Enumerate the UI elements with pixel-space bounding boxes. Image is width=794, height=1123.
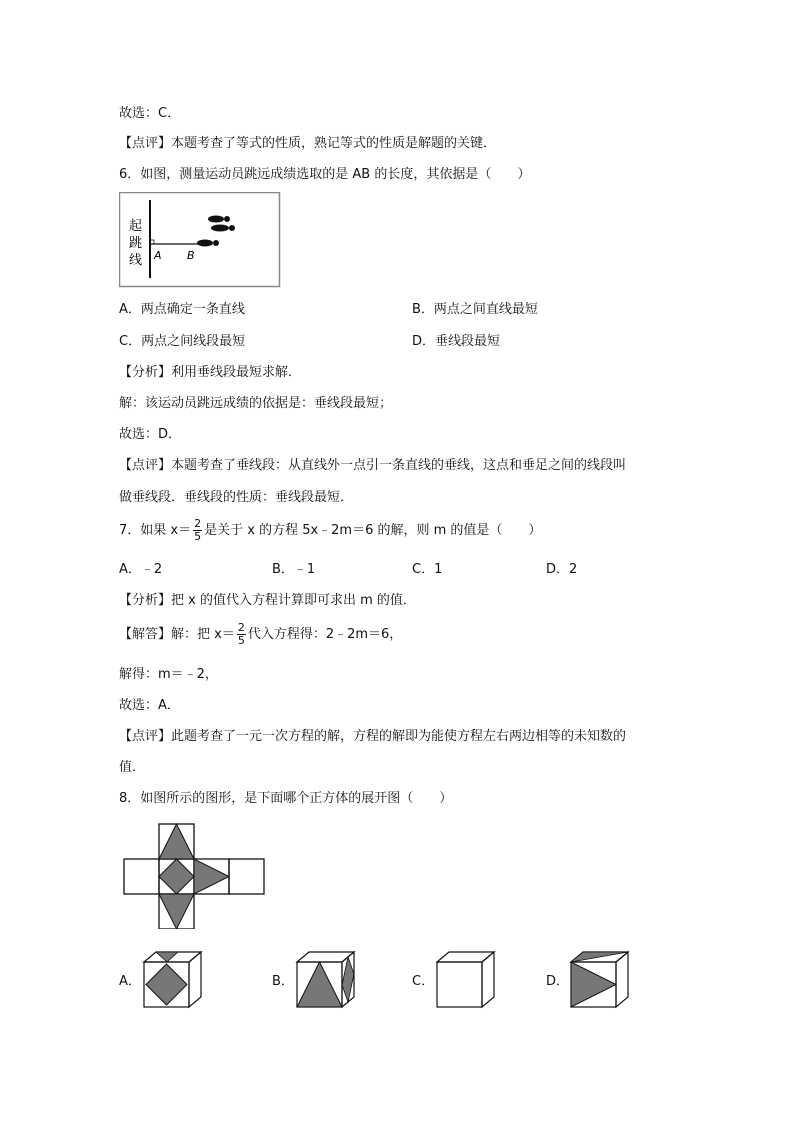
q7-option-a: A．﹣2 xyxy=(119,562,163,577)
answer-line: 故选：C． xyxy=(119,106,181,121)
comment-line: 【点评】本题考查了等式的性质，熟记等式的性质是解题的关键． xyxy=(119,136,497,151)
q8-option-b-label: B． xyxy=(272,974,294,989)
answer-suffix: 代入方程得：2﹣2m＝6， xyxy=(247,627,403,642)
q8-option-d-label: D． xyxy=(546,974,570,989)
cube-net-figure xyxy=(122,823,266,929)
question-6: 6．如图，测量运动员跳远成绩选取的是 AB 的长度，其依据是（ ） xyxy=(119,167,531,182)
comment-line-cont: 值． xyxy=(119,760,146,775)
takeoff-char-1: 起 xyxy=(129,219,143,234)
q7-option-b: B．﹣1 xyxy=(272,562,316,577)
comment-line: 【点评】本题考查了垂线段：从直线外一点引一条直线的垂线，这点和垂足之间的线段叫 xyxy=(119,458,627,473)
analysis-line: 【分析】把 x 的值代入方程计算即可求出 m 的值． xyxy=(119,593,416,608)
question-7 xyxy=(119,518,541,543)
q8-option-c-label: C． xyxy=(412,974,435,989)
q6-option-a: A．两点确定一条直线 xyxy=(119,302,245,317)
q7-option-c: C．1 xyxy=(412,562,443,577)
fraction-denominator: 5 xyxy=(194,530,202,543)
cube-option-a xyxy=(140,950,208,1010)
answer-line: 故选：A． xyxy=(119,698,180,713)
q7-suffix: 是关于 x 的方程 5x﹣2m＝6 的解，则 m 的值是（ ） xyxy=(204,523,542,538)
cube-option-d xyxy=(567,950,635,1010)
fraction-denominator: 5 xyxy=(237,634,245,647)
point-b-label: B xyxy=(187,249,195,262)
q8-option-a-label: A． xyxy=(119,974,141,989)
analysis-line: 【分析】利用垂线段最短求解． xyxy=(119,365,302,380)
fraction xyxy=(193,518,202,543)
q6-option-c: C．两点之间线段最短 xyxy=(119,334,246,349)
answer-detail-line xyxy=(119,622,402,647)
takeoff-char-2: 跳 xyxy=(129,236,143,251)
comment-line: 【点评】此题考查了一元一次方程的解，方程的解即为能使方程左右两边相等的未知数的 xyxy=(119,729,627,744)
question-8: 8．如图所示的图形，是下面哪个正方体的展开图（ ） xyxy=(119,791,453,806)
takeoff-char-3: 线 xyxy=(129,253,143,268)
solution-line: 解：该运动员跳远成绩的依据是：垂线段最短； xyxy=(119,396,393,411)
cube-option-c xyxy=(433,950,501,1010)
solve-line: 解得：m＝﹣2， xyxy=(119,667,218,682)
q6-option-b: B．两点之间直线最短 xyxy=(412,302,538,317)
q6-option-d: D．垂线段最短 xyxy=(412,334,501,349)
comment-line-cont: 做垂线段．垂线段的性质：垂线段最短． xyxy=(119,490,354,505)
fraction xyxy=(237,622,246,647)
point-a-label: A xyxy=(154,249,162,262)
cube-option-b xyxy=(293,950,361,1010)
q7-option-d: D．2 xyxy=(546,562,578,577)
answer-line: 故选：D． xyxy=(119,427,182,442)
fraction-numerator: 2 xyxy=(194,517,202,530)
long-jump-figure xyxy=(119,192,281,288)
q7-prefix: 7．如果 x＝ xyxy=(119,523,192,538)
answer-prefix: 【解答】解：把 x＝ xyxy=(119,627,235,642)
fraction-numerator: 2 xyxy=(237,621,245,634)
